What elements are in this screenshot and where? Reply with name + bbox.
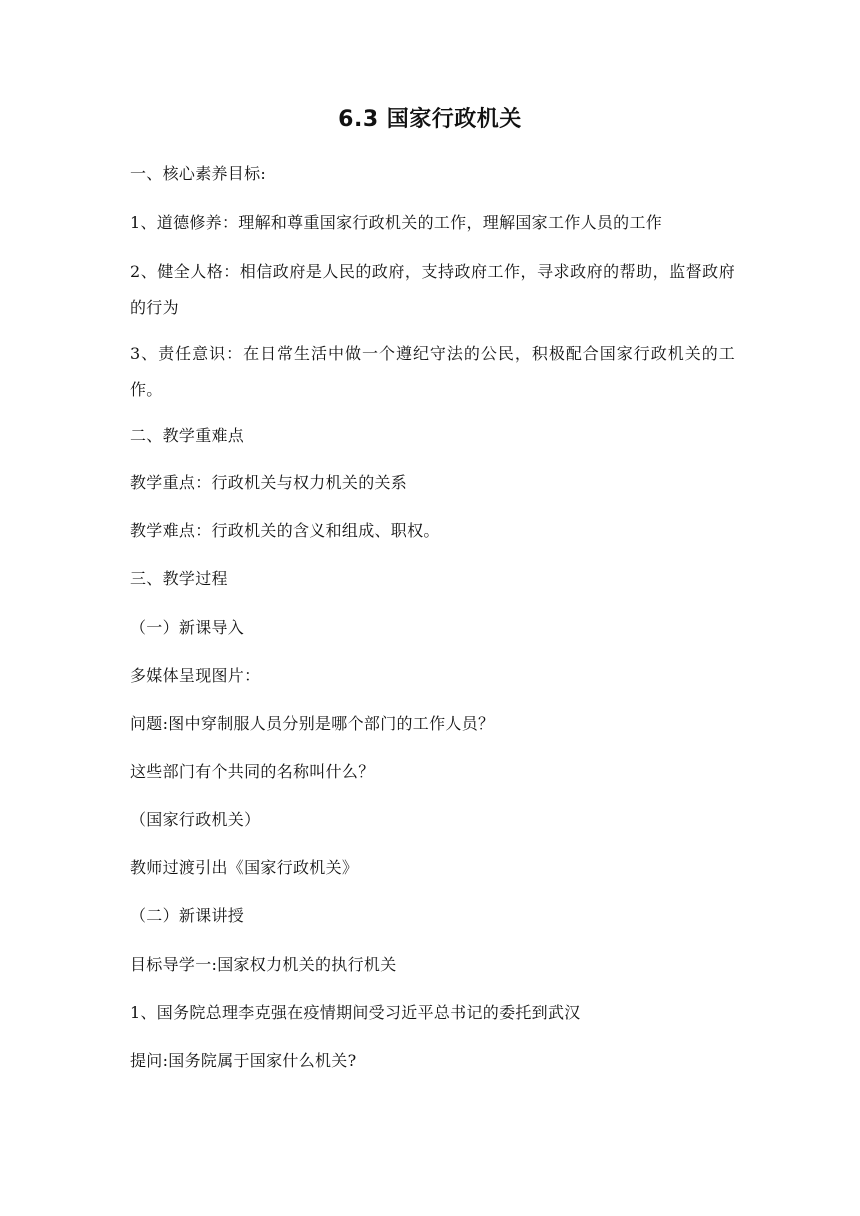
paragraph-moral: 1、道德修养：理解和尊重国家行政机关的工作，理解国家工作人员的工作 (130, 213, 663, 232)
paragraph-multimedia: 多媒体呈现图片： (130, 666, 261, 685)
subsection-heading-lecture: （二）新课讲授 (130, 906, 245, 925)
paragraph-answer: （国家行政机关） (130, 810, 261, 829)
paragraph-difficult-point: 教学难点：行政机关的含义和组成、职权。 (130, 521, 440, 540)
paragraph-question-2: 这些部门有个共同的名称叫什么？ (130, 762, 375, 781)
document-title: 6.3 国家行政机关 (338, 107, 522, 132)
paragraph-item-1: 1、国务院总理李克强在疫情期间受习近平总书记的委托到武汉 (130, 1003, 581, 1022)
paragraph-responsibility: 3、责任意识：在日常生活中做一个遵纪守法的公民，积极配合国家行政机关的工作。 (130, 344, 735, 399)
subsection-heading-intro: （一）新课导入 (130, 618, 245, 637)
paragraph-key-point: 教学重点：行政机关与权力机关的关系 (130, 473, 408, 492)
section-heading-key-points: 二、教学重难点 (130, 426, 245, 445)
paragraph-transition: 教师过渡引出《国家行政机关》 (130, 858, 359, 877)
section-heading-process: 三、教学过程 (130, 569, 228, 588)
paragraph-question-1: 问题:图中穿制服人员分别是哪个部门的工作人员？ (130, 714, 495, 733)
paragraph-question-3: 提问:国务院属于国家什么机关? (130, 1051, 357, 1070)
paragraph-goal-1: 目标导学一:国家权力机关的执行机关 (130, 955, 397, 974)
paragraph-personality: 2、健全人格：相信政府是人民的政府，支持政府工作，寻求政府的帮助，监督政府的行为 (130, 262, 735, 317)
section-heading-goals: 一、核心素养目标: (130, 164, 267, 183)
